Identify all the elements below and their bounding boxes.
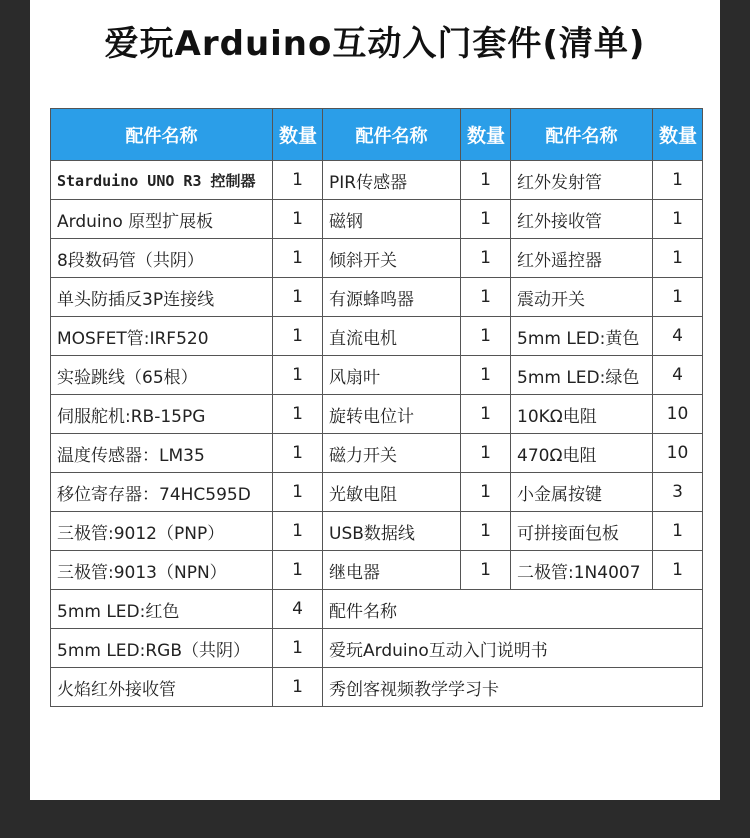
quantity-cell: 4 (653, 356, 703, 395)
table-row (51, 317, 703, 356)
part-name-cell: 倾斜开关 (323, 239, 461, 278)
quantity-cell: 1 (461, 551, 511, 590)
table-row (51, 395, 703, 434)
quantity-cell: 3 (653, 473, 703, 512)
quantity-cell: 1 (461, 239, 511, 278)
quantity-cell: 1 (273, 551, 323, 590)
part-name-cell: PIR传感器 (323, 161, 461, 200)
quantity-cell: 1 (461, 356, 511, 395)
quantity-cell: 1 (461, 395, 511, 434)
page-title: 爱玩Arduino互动入门套件(清单) (104, 24, 646, 64)
table-row (51, 434, 703, 473)
part-name-cell: 5mm LED:绿色 (511, 356, 653, 395)
part-name-cell: 光敏电阻 (323, 473, 461, 512)
quantity-cell: 1 (273, 395, 323, 434)
table-row (51, 668, 703, 707)
part-name-cell: 5mm LED:红色 (51, 590, 273, 629)
quantity-cell: 1 (273, 512, 323, 551)
table-row (51, 278, 703, 317)
part-name-cell: 红外发射管 (511, 161, 653, 200)
quantity-cell: 1 (653, 239, 703, 278)
quantity-cell: 1 (461, 434, 511, 473)
part-name-cell: Starduino UNO R3 控制器 (51, 161, 273, 200)
part-name-cell: 实验跳线（65根） (51, 356, 273, 395)
quantity-cell: 1 (461, 278, 511, 317)
table-row (51, 356, 703, 395)
quantity-cell: 4 (653, 317, 703, 356)
header-cell: 配件名称 (51, 109, 273, 161)
part-name-cell: 有源蜂鸣器 (323, 278, 461, 317)
part-name-cell: 可拼接面包板 (511, 512, 653, 551)
table-row (51, 590, 703, 629)
quantity-cell: 1 (273, 317, 323, 356)
table-row (51, 161, 703, 200)
quantity-cell: 1 (273, 356, 323, 395)
part-name-cell: USB数据线 (323, 512, 461, 551)
header-cell: 配件名称 (511, 109, 653, 161)
part-name-cell: 伺服舵机:RB-15PG (51, 395, 273, 434)
part-name-cell: 火焰红外接收管 (51, 668, 273, 707)
quantity-cell: 1 (273, 278, 323, 317)
part-name-cell: 5mm LED:RGB（共阴） (51, 629, 273, 668)
part-name-cell: 温度传感器：LM35 (51, 434, 273, 473)
quantity-cell: 4 (273, 590, 323, 629)
part-name-cell: 小金属按键 (511, 473, 653, 512)
part-name-cell: 二极管:1N4007 (511, 551, 653, 590)
quantity-cell: 1 (653, 278, 703, 317)
part-name-cell: 配件名称 (323, 590, 703, 629)
part-name-cell: MOSFET管:IRF520 (51, 317, 273, 356)
part-name-cell: 5mm LED:黄色 (511, 317, 653, 356)
quantity-cell: 1 (653, 512, 703, 551)
quantity-cell: 1 (461, 200, 511, 239)
quantity-cell: 1 (461, 161, 511, 200)
part-name-cell: 三极管:9013（NPN） (51, 551, 273, 590)
table-row (51, 473, 703, 512)
quantity-cell: 1 (653, 200, 703, 239)
part-name-cell: 直流电机 (323, 317, 461, 356)
part-name-cell: 三极管:9012（PNP） (51, 512, 273, 551)
part-name-cell: 10KΩ电阻 (511, 395, 653, 434)
quantity-cell: 1 (461, 512, 511, 551)
part-name-cell: 爱玩Arduino互动入门说明书 (323, 629, 703, 668)
quantity-cell: 1 (273, 668, 323, 707)
part-name-cell: 旋转电位计 (323, 395, 461, 434)
header-cell: 数量 (273, 109, 323, 161)
quantity-cell: 1 (273, 161, 323, 200)
parts-table (50, 108, 703, 707)
part-name-cell: 移位寄存器：74HC595D (51, 473, 273, 512)
table-row (51, 551, 703, 590)
header-cell: 数量 (461, 109, 511, 161)
checklist-sheet (30, 0, 720, 800)
table-row (51, 629, 703, 668)
quantity-cell: 1 (273, 434, 323, 473)
quantity-cell: 1 (461, 473, 511, 512)
part-name-cell: 继电器 (323, 551, 461, 590)
part-name-cell: 磁钢 (323, 200, 461, 239)
part-name-cell: 磁力开关 (323, 434, 461, 473)
part-name-cell: 震动开关 (511, 278, 653, 317)
part-name-cell: Arduino 原型扩展板 (51, 200, 273, 239)
part-name-cell: 风扇叶 (323, 356, 461, 395)
quantity-cell: 1 (653, 161, 703, 200)
table-row (51, 200, 703, 239)
quantity-cell: 10 (653, 434, 703, 473)
part-name-cell: 470Ω电阻 (511, 434, 653, 473)
table-header-row (51, 109, 703, 161)
part-name-cell: 红外遥控器 (511, 239, 653, 278)
table-row (51, 239, 703, 278)
quantity-cell: 1 (273, 239, 323, 278)
quantity-cell: 1 (273, 200, 323, 239)
part-name-cell: 红外接收管 (511, 200, 653, 239)
table-row (51, 512, 703, 551)
header-cell: 数量 (653, 109, 703, 161)
header-cell: 配件名称 (323, 109, 461, 161)
quantity-cell: 10 (653, 395, 703, 434)
quantity-cell: 1 (461, 317, 511, 356)
part-name-cell: 单头防插反3P连接线 (51, 278, 273, 317)
quantity-cell: 1 (653, 551, 703, 590)
quantity-cell: 1 (273, 629, 323, 668)
quantity-cell: 1 (273, 473, 323, 512)
part-name-cell: 8段数码管（共阴） (51, 239, 273, 278)
part-name-cell: 秀创客视频教学学习卡 (323, 668, 703, 707)
